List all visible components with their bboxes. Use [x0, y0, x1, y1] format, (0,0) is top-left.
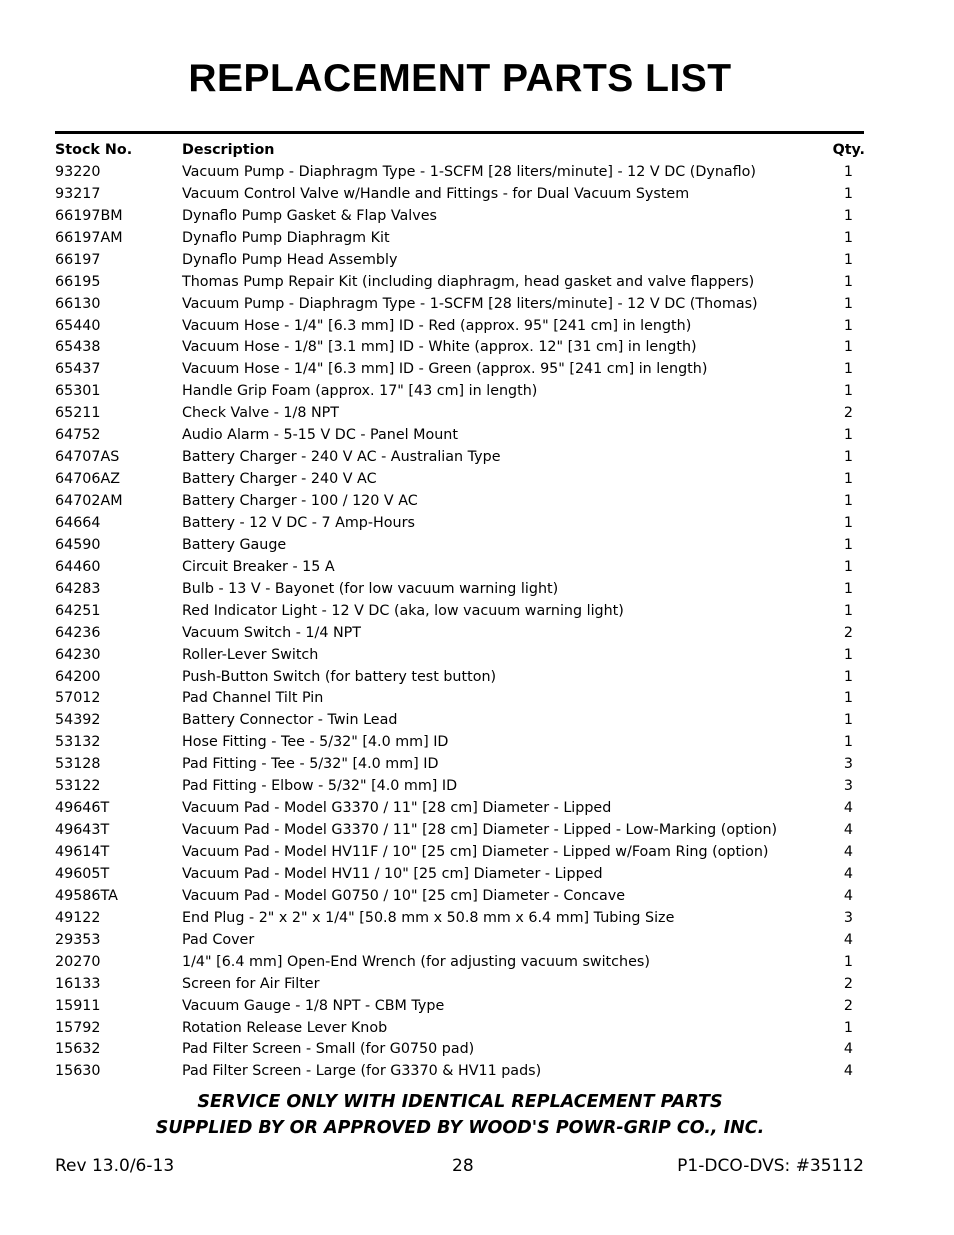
description-cell: Battery Charger - 100 / 120 V AC — [182, 493, 418, 509]
table-row — [55, 579, 865, 601]
table-row — [55, 798, 865, 820]
qty-cell: 2 — [843, 997, 853, 1014]
description-cell: Battery - 12 V DC - 7 Amp-Hours — [182, 514, 415, 531]
description-cell: Pad Fitting - Elbow - 5/32" [4.0 mm] ID — [182, 778, 458, 795]
stock-no-cell: 54392 — [55, 712, 101, 729]
stock-no-cell: 93220 — [55, 163, 101, 180]
qty-cell: 4 — [843, 844, 853, 860]
qty-cell: 1 — [843, 953, 853, 970]
stock-no-cell: 64251 — [55, 602, 101, 619]
table-row — [55, 425, 865, 447]
table-row — [55, 667, 865, 689]
qty-cell: 1 — [843, 383, 853, 400]
description-cell: Screen for Air Filter — [182, 975, 320, 992]
table-header — [55, 140, 865, 162]
stock-no-cell: 93217 — [55, 185, 101, 202]
description-cell: Pad Filter Screen - Large (for G3370 & HV11 pads) — [182, 1063, 542, 1080]
table-row — [55, 974, 865, 996]
qty-cell: 1 — [843, 449, 853, 466]
stock-no-cell: 64590 — [55, 536, 101, 553]
qty-cell: 1 — [843, 690, 853, 707]
table-row — [55, 886, 865, 908]
table-row — [55, 908, 865, 930]
table-row — [55, 469, 865, 491]
description-cell: Vacuum Pad - Model G3370 / 11" [28 cm] Diameter - Lipped — [182, 800, 612, 817]
stock-no-cell: 65440 — [55, 317, 101, 334]
stock-no-cell: 64664 — [55, 514, 101, 531]
qty-cell: 1 — [843, 712, 853, 729]
description-cell: Pad Fitting - Tee - 5/32" [4.0 mm] ID — [182, 756, 439, 773]
stock-no-cell: 65438 — [55, 339, 101, 356]
table-row — [55, 623, 865, 645]
description-cell: Pad Filter Screen - Small (for G0750 pad) — [182, 1041, 475, 1058]
stock-no-cell: 20270 — [55, 953, 101, 970]
stock-no-cell: 64200 — [55, 668, 101, 685]
stock-no-cell: 16133 — [55, 975, 101, 992]
document-id: P1-DCO-DVS: #35112 — [677, 1156, 864, 1176]
description-cell: Vacuum Hose - 1/8" [3.1 mm] ID - White (approx. 12" [31 cm] in length) — [182, 339, 697, 356]
description-cell: 1/4" [6.4 mm] Open-End Wrench (for adjusting vacuum switches) — [182, 953, 650, 970]
description-cell: Thomas Pump Repair Kit (including diaphragm, head gasket and valve flappers) — [182, 273, 755, 290]
stock-no-cell: 57012 — [55, 690, 101, 707]
description-cell: Check Valve - 1/8 NPT — [182, 405, 340, 422]
header-stock-no: Stock No. — [55, 142, 133, 158]
qty-cell: 4 — [843, 887, 853, 904]
table-row — [55, 316, 865, 338]
table-row — [55, 535, 865, 557]
stock-no-cell: 15911 — [55, 997, 101, 1014]
description-cell: Battery Charger - 240 V AC - Australian Type — [182, 449, 501, 466]
description-cell: Circuit Breaker - 15 A — [182, 558, 335, 575]
stock-no-cell: 49646T — [55, 800, 110, 817]
description-cell: Push-Button Switch (for battery test button) — [182, 668, 497, 685]
qty-cell: 1 — [843, 295, 853, 312]
description-cell: Vacuum Pad - Model G0750 / 10" [25 cm] Diameter - Concave — [182, 887, 625, 904]
stock-no-cell: 15792 — [55, 1019, 101, 1036]
table-row — [55, 491, 865, 513]
table-row — [55, 162, 865, 184]
description-cell: Vacuum Pad - Model HV11F / 10" [25 cm] Diameter - Lipped w/Foam Ring (option) — [182, 844, 769, 860]
table-row — [55, 732, 865, 754]
description-cell: Vacuum Pad - Model HV11 / 10" [25 cm] Diameter - Lipped — [182, 865, 603, 882]
stock-no-cell: 15630 — [55, 1063, 101, 1080]
qty-cell: 1 — [843, 734, 853, 751]
stock-no-cell: 66195 — [55, 273, 101, 290]
description-cell: Dynaflo Pump Gasket & Flap Valves — [182, 207, 437, 224]
table-row — [55, 710, 865, 732]
qty-cell: 1 — [843, 273, 853, 290]
qty-cell: 1 — [843, 668, 853, 685]
qty-cell: 1 — [843, 317, 853, 334]
qty-cell: 4 — [843, 865, 853, 882]
stock-no-cell: 49643T — [55, 822, 110, 839]
table-row — [55, 228, 865, 250]
table-row — [55, 403, 865, 425]
stock-no-cell: 49614T — [55, 844, 110, 860]
stock-no-cell: 64230 — [55, 646, 101, 663]
table-row — [55, 645, 865, 667]
stock-no-cell: 15632 — [55, 1041, 101, 1058]
description-cell: Vacuum Pump - Diaphragm Type - 1-SCFM [28 liters/minute] - 12 V DC (Thomas) — [182, 295, 758, 312]
stock-no-cell: 49586TA — [55, 887, 118, 904]
qty-cell: 1 — [843, 163, 853, 180]
qty-cell: 4 — [843, 931, 853, 948]
description-cell: Bulb - 13 V - Bayonet (for low vacuum warning light) — [182, 580, 559, 597]
description-cell: Roller-Lever Switch — [182, 646, 319, 663]
table-row — [55, 996, 865, 1018]
stock-no-cell: 64706AZ — [55, 471, 121, 488]
stock-no-cell: 66197AM — [55, 229, 123, 246]
table-row — [55, 952, 865, 974]
description-cell: Vacuum Pump - Diaphragm Type - 1-SCFM [28 liters/minute] - 12 V DC (Dynaflo) — [182, 163, 756, 180]
stock-no-cell: 49605T — [55, 865, 110, 882]
qty-cell: 1 — [843, 361, 853, 378]
table-row — [55, 1061, 865, 1083]
page-title: REPLACEMENT PARTS LIST — [188, 57, 732, 100]
qty-cell: 4 — [843, 800, 853, 817]
qty-cell: 3 — [843, 778, 853, 795]
revision-label: Rev 13.0/6-13 — [55, 1156, 175, 1176]
title-divider — [55, 131, 864, 134]
qty-cell: 4 — [843, 822, 853, 839]
qty-cell: 1 — [843, 646, 853, 663]
description-cell: Pad Cover — [182, 931, 255, 948]
description-cell: Audio Alarm - 5-15 V DC - Panel Mount — [182, 427, 458, 444]
table-row — [55, 754, 865, 776]
table-row — [55, 601, 865, 623]
stock-no-cell: 64707AS — [55, 449, 120, 466]
description-cell: Vacuum Hose - 1/4" [6.3 mm] ID - Green (approx. 95" [241 cm] in length) — [182, 361, 708, 378]
table-row — [55, 1018, 865, 1040]
description-cell: Vacuum Switch - 1/4 NPT — [182, 624, 362, 641]
table-row — [55, 184, 865, 206]
table-row — [55, 206, 865, 228]
stock-no-cell: 64236 — [55, 624, 101, 641]
table-body — [55, 162, 865, 1083]
qty-cell: 1 — [843, 1019, 853, 1036]
stock-no-cell: 64460 — [55, 558, 101, 575]
description-cell: Vacuum Control Valve w/Handle and Fittings - for Dual Vacuum System — [182, 185, 690, 202]
table-row — [55, 842, 865, 864]
qty-cell: 1 — [843, 251, 853, 268]
stock-no-cell: 64752 — [55, 427, 101, 444]
qty-cell: 1 — [843, 471, 853, 488]
table-row — [55, 557, 865, 579]
stock-no-cell: 66130 — [55, 295, 101, 312]
qty-cell: 3 — [843, 909, 853, 926]
stock-no-cell: 64283 — [55, 580, 101, 597]
table-row — [55, 250, 865, 272]
qty-cell: 1 — [843, 514, 853, 531]
description-cell: Handle Grip Foam (approx. 17" [43 cm] in length) — [182, 383, 538, 400]
table-row — [55, 688, 865, 710]
qty-cell: 2 — [843, 975, 853, 992]
description-cell: Vacuum Pad - Model G3370 / 11" [28 cm] Diameter - Lipped - Low-Marking (option) — [182, 822, 778, 839]
table-row — [55, 513, 865, 535]
qty-cell: 1 — [843, 427, 853, 444]
description-cell: Dynaflo Pump Head Assembly — [182, 251, 398, 268]
description-cell: Pad Channel Tilt Pin — [182, 690, 324, 707]
stock-no-cell: 53122 — [55, 778, 101, 795]
qty-cell: 4 — [843, 1041, 853, 1058]
table-row — [55, 776, 865, 798]
stock-no-cell: 65301 — [55, 383, 101, 400]
qty-cell: 1 — [843, 602, 853, 619]
service-notice-line-2: SUPPLIED BY OR APPROVED BY WOOD'S POWR-GRIP CO., INC. — [155, 1118, 765, 1138]
qty-cell: 2 — [843, 624, 853, 641]
header-description: Description — [182, 142, 275, 158]
qty-cell: 1 — [843, 185, 853, 202]
stock-no-cell: 64702AM — [55, 493, 123, 509]
qty-cell: 1 — [843, 339, 853, 356]
description-cell: Red Indicator Light - 12 V DC (aka, low vacuum warning light) — [182, 602, 624, 619]
table-row — [55, 359, 865, 381]
description-cell: Vacuum Hose - 1/4" [6.3 mm] ID - Red (approx. 95" [241 cm] in length) — [182, 317, 692, 334]
description-cell: Battery Charger - 240 V AC — [182, 471, 377, 488]
description-cell: Rotation Release Lever Knob — [182, 1019, 388, 1036]
service-notice-line-1: SERVICE ONLY WITH IDENTICAL REPLACEMENT PARTS — [197, 1092, 723, 1112]
qty-cell: 1 — [843, 207, 853, 224]
stock-no-cell: 66197 — [55, 251, 101, 268]
qty-cell: 1 — [843, 229, 853, 246]
qty-cell: 1 — [843, 580, 853, 597]
table-row — [55, 930, 865, 952]
table-row — [55, 864, 865, 886]
stock-no-cell: 65211 — [55, 405, 101, 422]
page-number: 28 — [452, 1156, 474, 1176]
stock-no-cell: 66197BM — [55, 207, 123, 224]
parts-table — [55, 140, 865, 1083]
stock-no-cell: 29353 — [55, 931, 101, 948]
stock-no-cell: 65437 — [55, 361, 101, 378]
description-cell: Vacuum Gauge - 1/8 NPT - CBM Type — [182, 997, 445, 1014]
qty-cell: 1 — [843, 558, 853, 575]
stock-no-cell: 53132 — [55, 734, 101, 751]
header-qty: Qty. — [832, 142, 865, 158]
description-cell: End Plug - 2" x 2" x 1/4" [50.8 mm x 50.8 mm x 6.4 mm] Tubing Size — [182, 909, 675, 926]
table-row — [55, 294, 865, 316]
description-cell: Battery Gauge — [182, 536, 287, 553]
table-row — [55, 820, 865, 842]
table-row — [55, 1039, 865, 1061]
qty-cell: 3 — [843, 756, 853, 773]
table-row — [55, 447, 865, 469]
table-row — [55, 381, 865, 403]
stock-no-cell: 53128 — [55, 756, 101, 773]
qty-cell: 2 — [843, 405, 853, 422]
qty-cell: 1 — [843, 536, 853, 553]
description-cell: Dynaflo Pump Diaphragm Kit — [182, 229, 390, 246]
description-cell: Battery Connector - Twin Lead — [182, 712, 398, 729]
table-row — [55, 272, 865, 294]
stock-no-cell: 49122 — [55, 909, 101, 926]
table-row — [55, 337, 865, 359]
qty-cell: 4 — [843, 1063, 853, 1080]
qty-cell: 1 — [843, 493, 853, 509]
description-cell: Hose Fitting - Tee - 5/32" [4.0 mm] ID — [182, 734, 449, 751]
